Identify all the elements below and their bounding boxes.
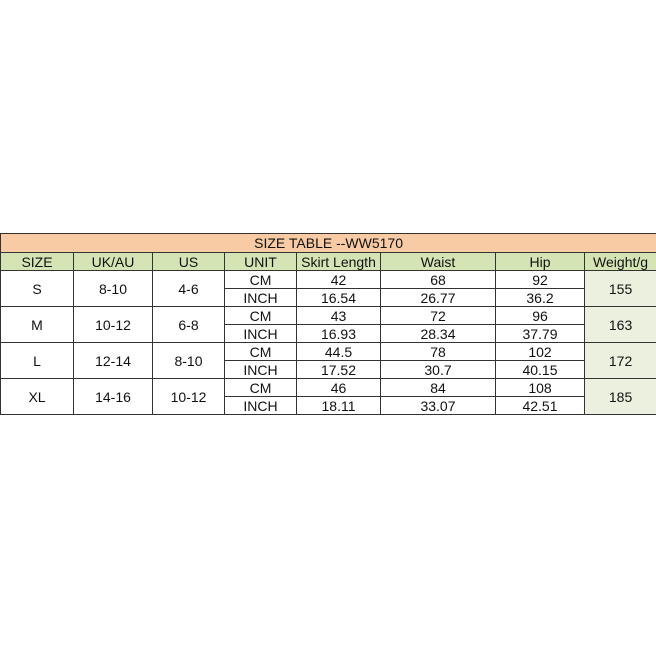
cell-hip: 102 [496, 343, 585, 361]
size-table [0, 233, 656, 415]
cell-uk-au: 14-16 [74, 379, 153, 415]
header-weight: Weight/g [585, 253, 656, 271]
cell-hip: 40.15 [496, 361, 585, 379]
table-title: SIZE TABLE --WW5170 [1, 234, 656, 253]
cell-hip: 92 [496, 271, 585, 289]
header-hip: Hip [496, 253, 585, 271]
cell-hip: 36.2 [496, 289, 585, 307]
table-row-xl-cm [1, 379, 656, 397]
header-us: US [153, 253, 225, 271]
header-uk-au: UK/AU [74, 253, 153, 271]
cell-weight: 172 [585, 343, 656, 379]
cell-skirt-length: 44.5 [297, 343, 381, 361]
cell-uk-au: 8-10 [74, 271, 153, 307]
cell-waist: 68 [381, 271, 496, 289]
cell-us: 6-8 [153, 307, 225, 343]
cell-hip: 42.51 [496, 397, 585, 415]
cell-unit: INCH [225, 325, 297, 343]
cell-waist: 30.7 [381, 361, 496, 379]
cell-waist: 84 [381, 379, 496, 397]
cell-unit: INCH [225, 289, 297, 307]
cell-size: L [1, 343, 74, 379]
cell-size: XL [1, 379, 74, 415]
cell-skirt-length: 17.52 [297, 361, 381, 379]
cell-waist: 33.07 [381, 397, 496, 415]
cell-weight: 185 [585, 379, 656, 415]
cell-unit: CM [225, 307, 297, 325]
cell-us: 10-12 [153, 379, 225, 415]
cell-size: M [1, 307, 74, 343]
cell-unit: CM [225, 343, 297, 361]
table-row-m-cm [1, 307, 656, 325]
cell-waist: 26.77 [381, 289, 496, 307]
cell-size: S [1, 271, 74, 307]
cell-waist: 78 [381, 343, 496, 361]
cell-uk-au: 10-12 [74, 307, 153, 343]
table-row-l-cm [1, 343, 656, 361]
cell-waist: 72 [381, 307, 496, 325]
cell-uk-au: 12-14 [74, 343, 153, 379]
cell-unit: INCH [225, 397, 297, 415]
cell-skirt-length: 16.93 [297, 325, 381, 343]
cell-hip: 108 [496, 379, 585, 397]
cell-skirt-length: 16.54 [297, 289, 381, 307]
table-row-s-cm [1, 271, 656, 289]
cell-us: 8-10 [153, 343, 225, 379]
cell-skirt-length: 18.11 [297, 397, 381, 415]
header-skirt-length: Skirt Length [297, 253, 381, 271]
cell-us: 4-6 [153, 271, 225, 307]
header-waist: Waist [381, 253, 496, 271]
cell-weight: 155 [585, 271, 656, 307]
cell-unit: CM [225, 271, 297, 289]
header-unit: UNIT [225, 253, 297, 271]
cell-skirt-length: 46 [297, 379, 381, 397]
cell-waist: 28.34 [381, 325, 496, 343]
cell-skirt-length: 43 [297, 307, 381, 325]
cell-hip: 96 [496, 307, 585, 325]
cell-unit: CM [225, 379, 297, 397]
cell-hip: 37.79 [496, 325, 585, 343]
header-size: SIZE [1, 253, 74, 271]
cell-unit: INCH [225, 361, 297, 379]
cell-skirt-length: 42 [297, 271, 381, 289]
cell-weight: 163 [585, 307, 656, 343]
